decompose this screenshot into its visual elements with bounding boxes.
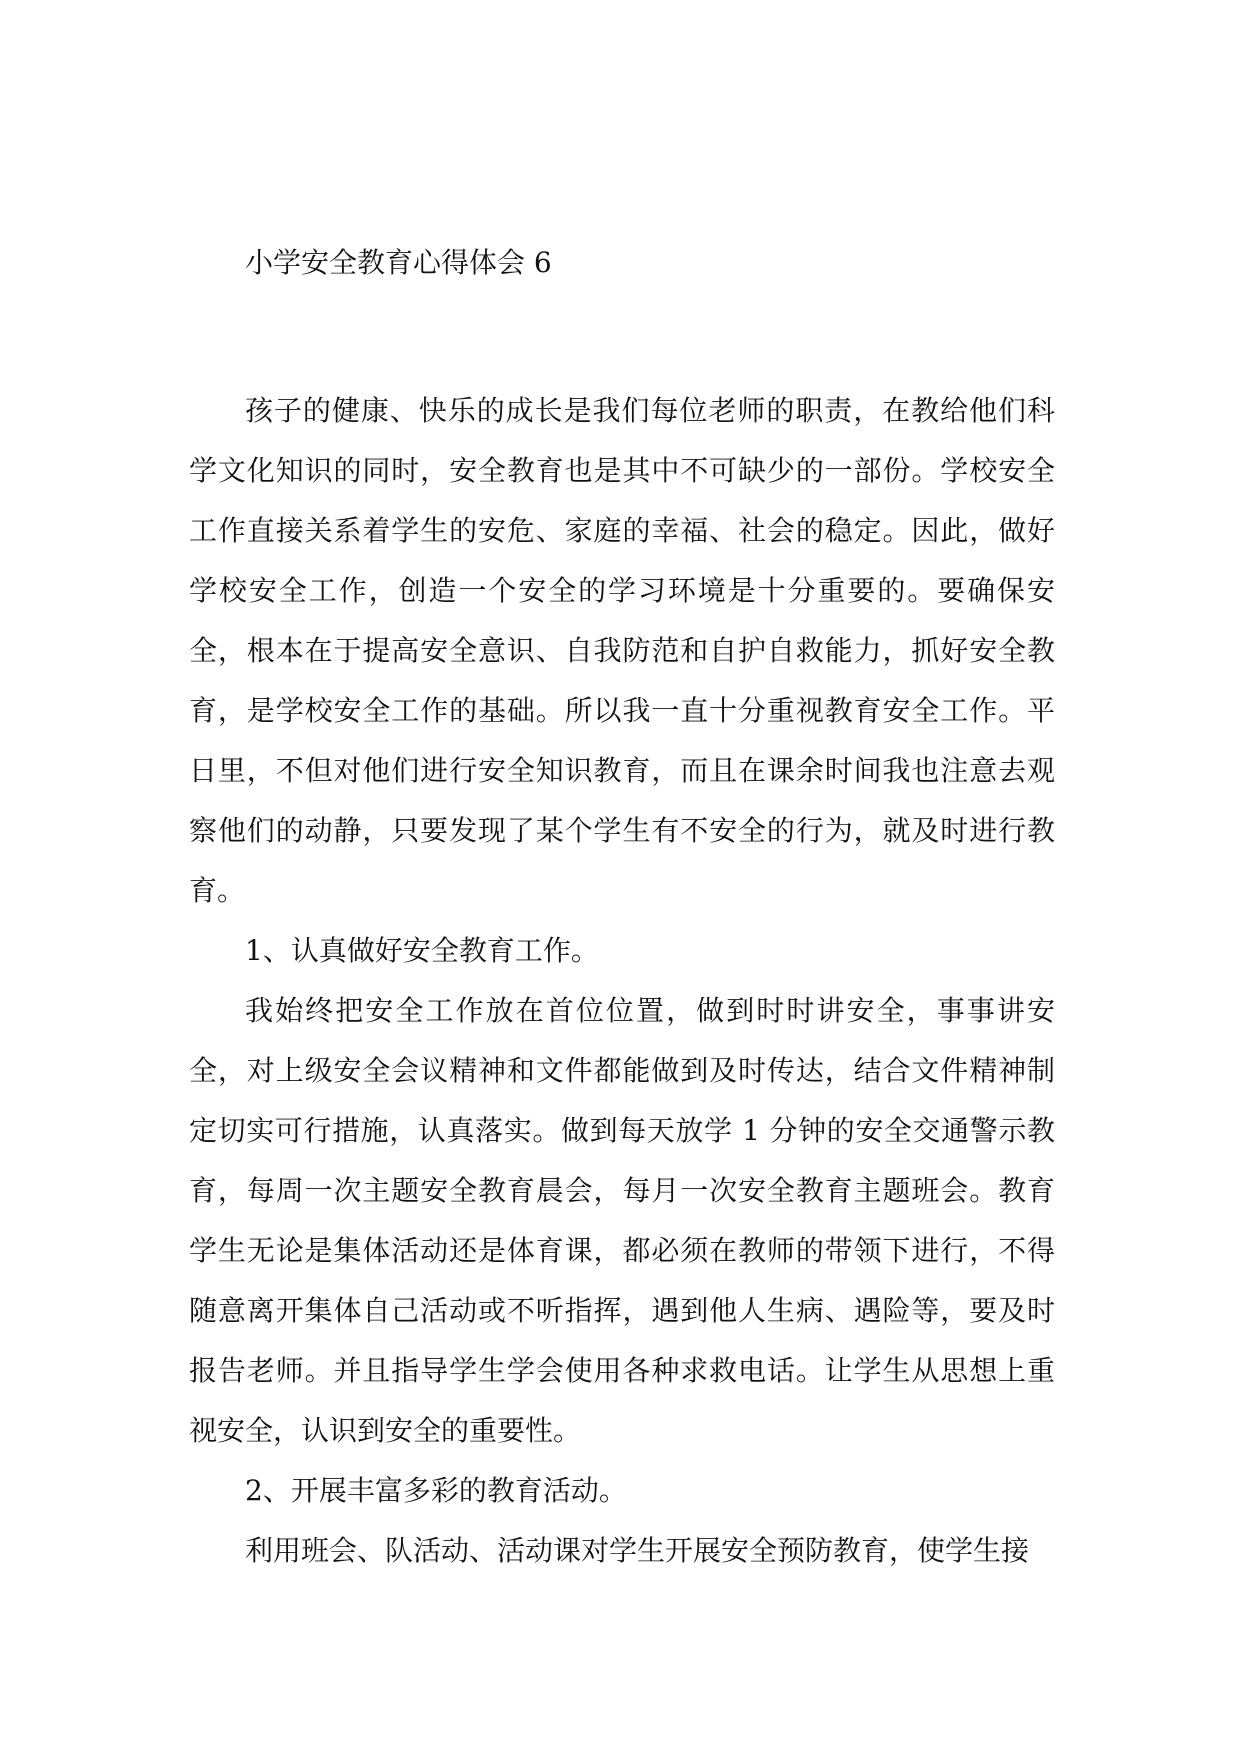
paragraph-section-2: 利用班会、队活动、活动课对学生开展安全预防教育，使学生接 [245, 1534, 1030, 1567]
document-title: 小学安全教育心得体会 6 [245, 246, 552, 279]
document-body [189, 233, 1055, 1581]
section-heading-1: 1、认真做好安全教育工作。 [245, 934, 599, 967]
title-spacer [189, 293, 1055, 381]
paragraph-intro: 孩子的健康、快乐的成长是我们每位老师的职责，在教给他们科学文化知识的同时，安全教育也是其中不可缺少的一部份。学校安全工作直接关系着学生的安危、家庭的幸福、社会的稳定。因此，做好学校安全工作，创造一个安全的学习环境是十分重要的。要确保安全，根本在于提高安全意识、自我防范和自护自救能力，抓好安全教育，是学校安全工作的基础。所以我一直十分重视教育安全工作。平日里，不但对他们进行安全知识教育，而且在课余时间我也注意去观察他们的动静，只要发现了某个学生有不安全的行为，就及时进行教育。 [189, 394, 1055, 907]
paragraph-section-1: 我始终把安全工作放在首位位置，做到时时讲安全，事事讲安全，对上级安全会议精神和文件都能做到及时传达，结合文件精神制定切实可行措施，认真落实。做到每天放学 1 分钟的安全交通警示教育，每周一次主题安全教育晨会，每月一次安全教育主题班会。教育学生无论是集体活动还是体育课，都必须在教师的带领下进行，不得随意离开集体自己活动或不听指挥，遇到他人生病、遇险等，要及时报告老师。并且指导学生学会使用各种求救电话。让学生从思想上重视安全，认识到安全的重要性。 [189, 994, 1055, 1447]
section-heading-2: 2、开展丰富多彩的教育活动。 [245, 1474, 627, 1507]
